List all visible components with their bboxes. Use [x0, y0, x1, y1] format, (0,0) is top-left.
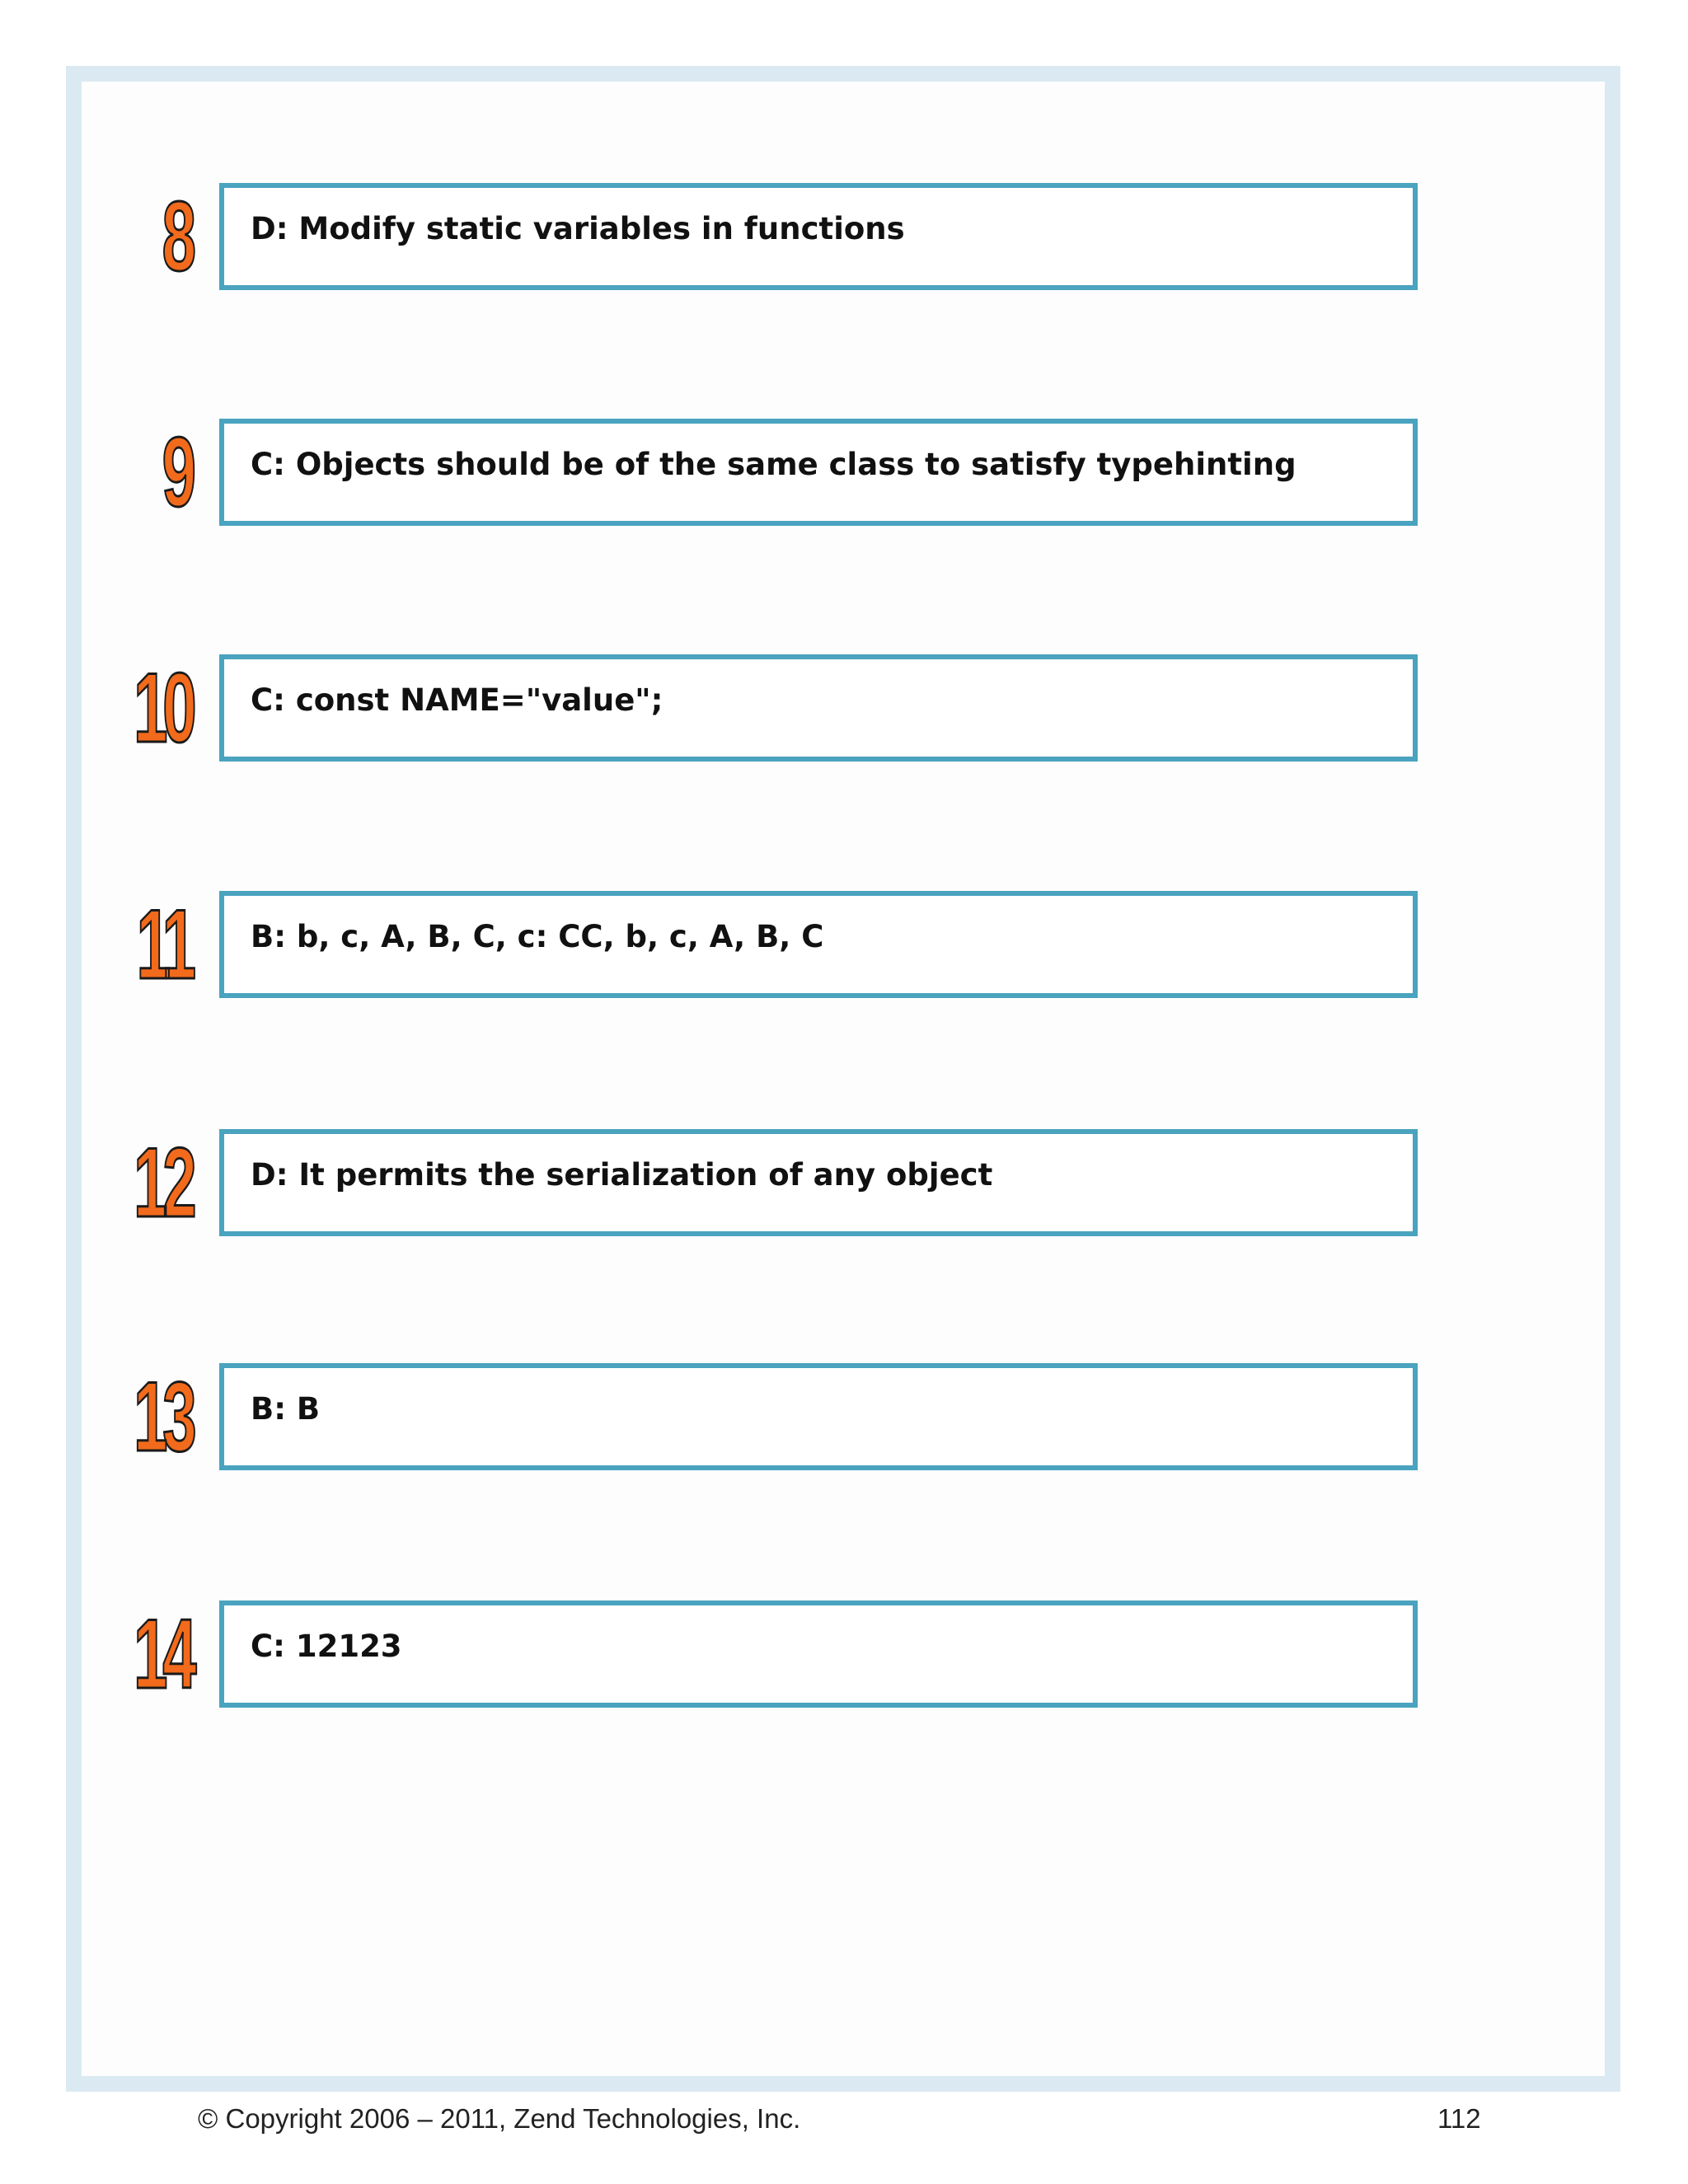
answer-text: C: 12123 [251, 1629, 402, 1664]
question-number: 9 [162, 417, 191, 527]
answer-row [0, 891, 1688, 998]
question-number: 10 [133, 653, 191, 763]
answer-row [0, 419, 1688, 526]
answer-text: D: Modify static variables in functions [251, 211, 905, 246]
question-number: 13 [133, 1361, 191, 1472]
answer-box [219, 1363, 1418, 1470]
question-number: 11 [136, 889, 191, 1000]
answer-row [0, 1601, 1688, 1708]
footer-copyright: © Copyright 2006 – 2011, Zend Technologies, Inc. [198, 2103, 801, 2134]
page-number: 112 [1437, 2103, 1481, 2134]
answer-box [219, 1601, 1418, 1708]
question-number: 14 [133, 1599, 191, 1709]
answer-box [219, 1129, 1418, 1236]
question-number: 12 [133, 1127, 191, 1238]
page-frame [66, 66, 1620, 2092]
question-number: 8 [162, 181, 191, 292]
answer-text: B: B [251, 1391, 321, 1427]
answer-row [0, 654, 1688, 762]
answer-row [0, 1129, 1688, 1236]
answer-box [219, 183, 1418, 290]
answer-row [0, 1363, 1688, 1470]
answer-box [219, 891, 1418, 998]
answer-row [0, 183, 1688, 290]
answer-text: D: It permits the serialization of any object [251, 1157, 993, 1193]
answer-box [219, 654, 1418, 762]
answer-text: C: Objects should be of the same class to satisfy typehinting [251, 447, 1296, 482]
answer-text: B: b, c, A, B, C, c: CC, b, c, A, B, C [251, 919, 824, 954]
answer-text: C: const NAME="value"; [251, 682, 663, 718]
answer-box [219, 419, 1418, 526]
